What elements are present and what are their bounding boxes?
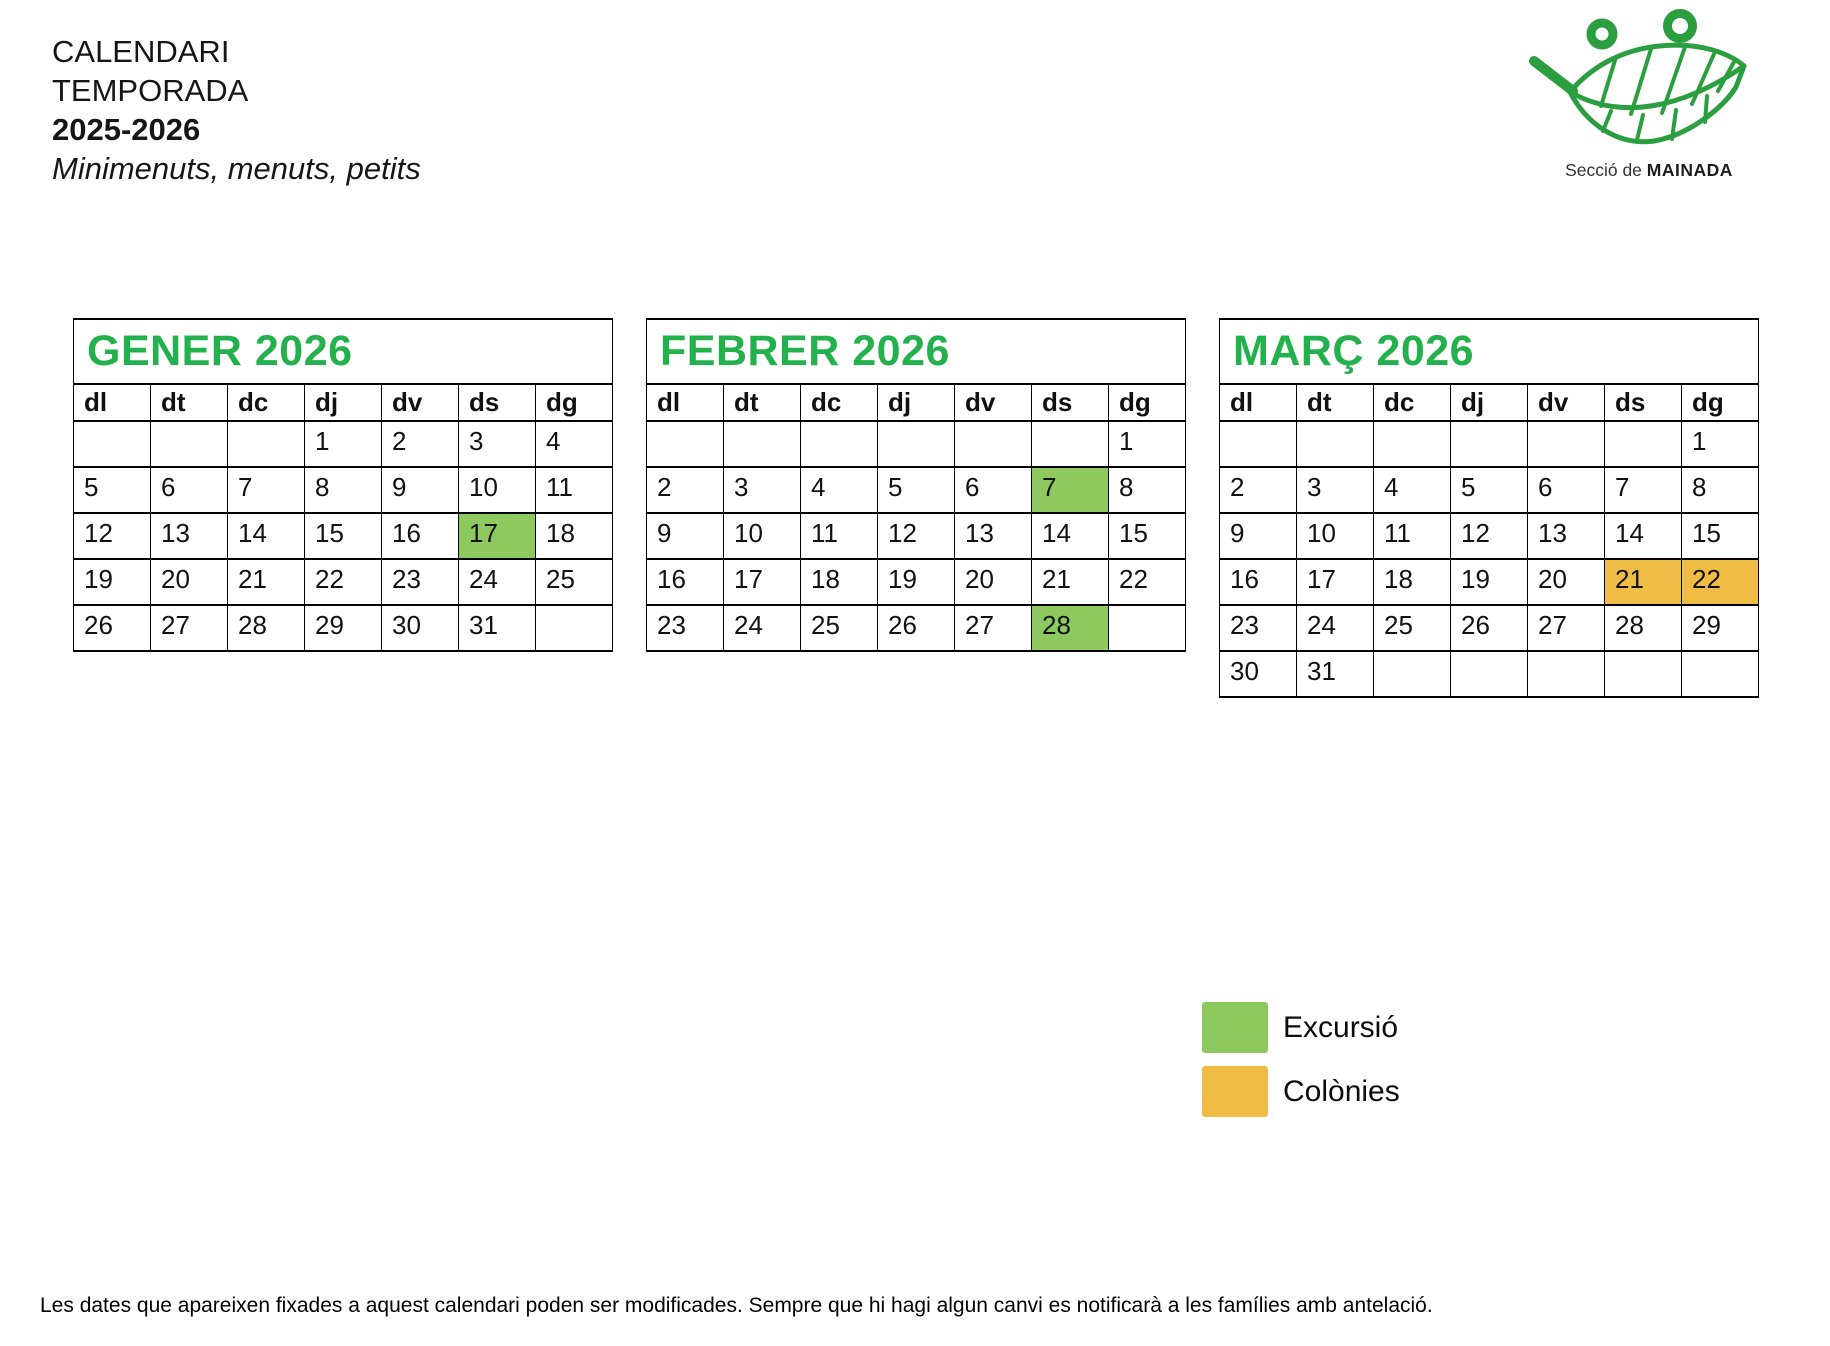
day-cell: 12 (878, 513, 955, 559)
day-cell: 21 (228, 559, 305, 605)
weekday-header: dg (1682, 384, 1759, 421)
day-cell: 24 (724, 605, 801, 651)
empty-day-cell (1451, 421, 1528, 467)
day-cell: 19 (1451, 559, 1528, 605)
day-cell: 15 (1109, 513, 1186, 559)
empty-day-cell (1220, 421, 1297, 467)
day-cell: 26 (1451, 605, 1528, 651)
day-cell: 23 (1220, 605, 1297, 651)
day-cell: 28 (1605, 605, 1682, 651)
day-cell: 8 (305, 467, 382, 513)
day-cell: 13 (955, 513, 1032, 559)
day-cell: 4 (801, 467, 878, 513)
empty-day-cell (878, 421, 955, 467)
day-cell: 6 (1528, 467, 1605, 513)
empty-day-cell (1451, 651, 1528, 697)
day-cell: 15 (1682, 513, 1759, 559)
day-cell: 5 (1451, 467, 1528, 513)
day-cell: 27 (1528, 605, 1605, 651)
empty-day-cell (1605, 421, 1682, 467)
day-cell: 14 (1605, 513, 1682, 559)
day-cell: 17 (724, 559, 801, 605)
day-cell: 4 (536, 421, 613, 467)
empty-day-cell (228, 421, 305, 467)
day-cell: 28 (1032, 605, 1109, 651)
month-calendar (1219, 318, 1759, 698)
calendar-grid-container (73, 318, 1759, 698)
day-cell: 30 (1220, 651, 1297, 697)
logo-caption-regular: Secció de (1565, 160, 1647, 180)
day-cell: 9 (647, 513, 724, 559)
logo-caption-brand: MAINADA (1646, 160, 1733, 180)
leaf-smiley-icon (1521, 4, 1799, 156)
organization-logo (1521, 4, 1799, 181)
day-cell: 16 (382, 513, 459, 559)
groups-label: Minimenuts, menuts, petits (52, 151, 421, 186)
excursio-color-swatch (1202, 1002, 1268, 1053)
legend-label-colonies: Colònies (1283, 1074, 1400, 1108)
day-cell: 2 (382, 421, 459, 467)
season-label: 2025-2026 (52, 112, 201, 147)
day-cell: 22 (1682, 559, 1759, 605)
day-cell: 17 (1297, 559, 1374, 605)
logo-caption (1521, 160, 1799, 181)
day-cell: 18 (801, 559, 878, 605)
day-cell: 31 (459, 605, 536, 651)
empty-day-cell (724, 421, 801, 467)
day-cell: 3 (724, 467, 801, 513)
weekday-header: dv (382, 384, 459, 421)
empty-day-cell (1374, 421, 1451, 467)
day-cell: 13 (151, 513, 228, 559)
day-cell: 10 (724, 513, 801, 559)
day-cell: 14 (228, 513, 305, 559)
day-cell: 7 (1032, 467, 1109, 513)
day-cell: 17 (459, 513, 536, 559)
empty-day-cell (1605, 651, 1682, 697)
empty-day-cell (1528, 421, 1605, 467)
day-cell: 29 (305, 605, 382, 651)
day-cell: 11 (1374, 513, 1451, 559)
month-title: FEBRER 2026 (647, 319, 1186, 384)
day-cell: 22 (1109, 559, 1186, 605)
day-cell: 26 (878, 605, 955, 651)
doc-title-line-2: TEMPORADA (52, 73, 249, 108)
legend-item-colonies (1202, 1066, 1400, 1117)
weekday-header: dt (724, 384, 801, 421)
day-cell: 16 (647, 559, 724, 605)
legend (1202, 1002, 1400, 1130)
weekday-header: dl (1220, 384, 1297, 421)
empty-day-cell (74, 421, 151, 467)
day-cell: 9 (382, 467, 459, 513)
day-cell: 24 (459, 559, 536, 605)
day-cell: 11 (536, 467, 613, 513)
weekday-header: dt (1297, 384, 1374, 421)
month-title: MARÇ 2026 (1220, 319, 1759, 384)
day-cell: 27 (151, 605, 228, 651)
day-cell: 12 (74, 513, 151, 559)
day-cell: 11 (801, 513, 878, 559)
day-cell: 28 (228, 605, 305, 651)
day-cell: 23 (382, 559, 459, 605)
empty-day-cell (801, 421, 878, 467)
day-cell: 5 (74, 467, 151, 513)
weekday-header: ds (459, 384, 536, 421)
legend-item-excursio (1202, 1002, 1400, 1053)
weekday-header: dt (151, 384, 228, 421)
day-cell: 4 (1374, 467, 1451, 513)
document-header (52, 32, 421, 188)
empty-day-cell (536, 605, 613, 651)
weekday-header: dg (536, 384, 613, 421)
day-cell: 19 (74, 559, 151, 605)
day-cell: 2 (1220, 467, 1297, 513)
empty-day-cell (1297, 421, 1374, 467)
legend-label-excursio: Excursió (1283, 1010, 1399, 1044)
weekday-header: dc (228, 384, 305, 421)
day-cell: 23 (647, 605, 724, 651)
weekday-header: dc (801, 384, 878, 421)
day-cell: 8 (1682, 467, 1759, 513)
day-cell: 10 (459, 467, 536, 513)
day-cell: 13 (1528, 513, 1605, 559)
empty-day-cell (1528, 651, 1605, 697)
empty-day-cell (955, 421, 1032, 467)
day-cell: 7 (1605, 467, 1682, 513)
day-cell: 31 (1297, 651, 1374, 697)
day-cell: 18 (536, 513, 613, 559)
day-cell: 25 (1374, 605, 1451, 651)
day-cell: 1 (1109, 421, 1186, 467)
day-cell: 27 (955, 605, 1032, 651)
day-cell: 6 (151, 467, 228, 513)
day-cell: 20 (1528, 559, 1605, 605)
empty-day-cell (1682, 651, 1759, 697)
day-cell: 29 (1682, 605, 1759, 651)
day-cell: 9 (1220, 513, 1297, 559)
weekday-header: dj (1451, 384, 1528, 421)
day-cell: 3 (1297, 467, 1374, 513)
day-cell: 26 (74, 605, 151, 651)
day-cell: 21 (1605, 559, 1682, 605)
day-cell: 21 (1032, 559, 1109, 605)
day-cell: 6 (955, 467, 1032, 513)
weekday-header: dl (74, 384, 151, 421)
empty-day-cell (1374, 651, 1451, 697)
day-cell: 12 (1451, 513, 1528, 559)
empty-day-cell (1109, 605, 1186, 651)
day-cell: 24 (1297, 605, 1374, 651)
weekday-header: ds (1605, 384, 1682, 421)
weekday-header: dj (878, 384, 955, 421)
day-cell: 18 (1374, 559, 1451, 605)
day-cell: 3 (459, 421, 536, 467)
empty-day-cell (1032, 421, 1109, 467)
empty-day-cell (647, 421, 724, 467)
day-cell: 7 (228, 467, 305, 513)
day-cell: 30 (382, 605, 459, 651)
day-cell: 1 (1682, 421, 1759, 467)
doc-title-line-1: CALENDARI (52, 34, 230, 69)
day-cell: 22 (305, 559, 382, 605)
footnote: Les dates que apareixen fixades a aquest calendari poden ser modificades. Sempre que hi hagi algun canvi es notificarà a les famílies amb antelació. (40, 1294, 1433, 1317)
day-cell: 1 (305, 421, 382, 467)
weekday-header: dc (1374, 384, 1451, 421)
day-cell: 10 (1297, 513, 1374, 559)
month-title: GENER 2026 (74, 319, 613, 384)
day-cell: 20 (151, 559, 228, 605)
day-cell: 19 (878, 559, 955, 605)
day-cell: 15 (305, 513, 382, 559)
day-cell: 25 (801, 605, 878, 651)
weekday-header: dl (647, 384, 724, 421)
weekday-header: dv (1528, 384, 1605, 421)
month-calendar (73, 318, 613, 652)
empty-day-cell (151, 421, 228, 467)
month-calendar (646, 318, 1186, 652)
day-cell: 25 (536, 559, 613, 605)
day-cell: 2 (647, 467, 724, 513)
day-cell: 16 (1220, 559, 1297, 605)
weekday-header: dv (955, 384, 1032, 421)
day-cell: 14 (1032, 513, 1109, 559)
weekday-header: dj (305, 384, 382, 421)
weekday-header: dg (1109, 384, 1186, 421)
day-cell: 20 (955, 559, 1032, 605)
day-cell: 5 (878, 467, 955, 513)
colonies-color-swatch (1202, 1066, 1268, 1117)
day-cell: 8 (1109, 467, 1186, 513)
weekday-header: ds (1032, 384, 1109, 421)
